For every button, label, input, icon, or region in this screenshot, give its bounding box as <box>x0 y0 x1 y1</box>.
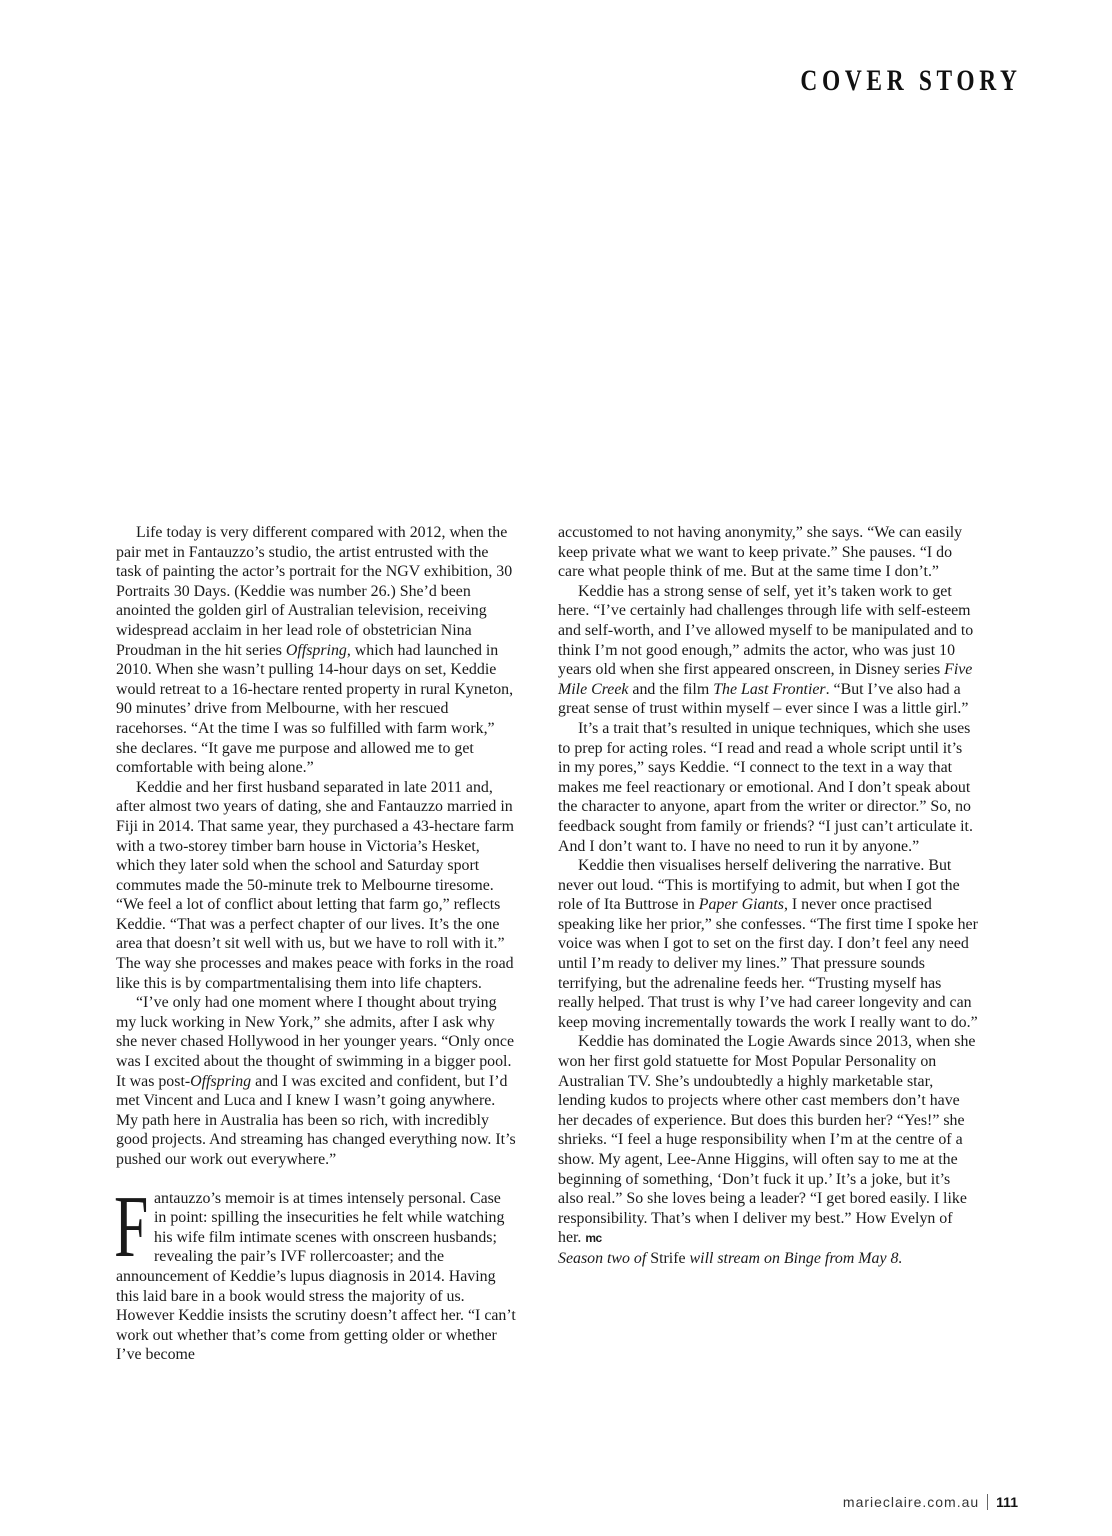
site-url: marieclaire.com.au <box>842 1494 980 1510</box>
paragraph: Keddie and her first husband separated in late 2011 and, after almost two years of dating, she and Fantauzzo married in Fiji in 2014. That same year, they purchased a 43-hectare farm with a two-storey timber barn house in Victoria’s Hesket, which they later sold when the school and Saturday sport commutes made the 50-minute trek to Melbourne tiresome. “We feel a lot of conflict about letting that farm go,” reflects Keddie. “That was a perfect chapter of our lives. It’s the one area that doesn’t sit well with us, but we have to roll with it.” The way she processes and makes peace with forks in the road like this is by compartmentalising them into life chapters. <box>116 778 514 992</box>
paragraph: Keddie has dominated the Logie Awards since 2013, when she won her first gold statuette for Most Popular Personality on Australian TV. She’s undoubtedly a highly marketable star, lending kudos to projects where other cast members don’t have her decades of experience. But does this burden her? “Yes!” she shrieks. “I feel a huge responsibility when I’m at the centre of a show. My agent, Lee-Anne Higgins, will often say to me at the beginning of something, ‘Don’t fuck it up.’ It’s a joke, but it’s also real.” So she loves being a leader? “I get bored easily. I like responsibility. That’s when I deliver my best.” How Evelyn of her. mc <box>558 1033 976 1247</box>
right-column <box>558 523 978 1269</box>
paragraph: accustomed to not having anonymity,” she says. “We can easily keep private what we want to keep private.” She pauses. “I do care what people think of me. But at the same time I don’t.” <box>558 524 963 581</box>
page-footer <box>843 1494 1018 1510</box>
end-mark: mc <box>585 1231 602 1246</box>
paragraph: Life today is very different compared with 2012, when the pair met in Fantauzzo’s studio, the artist entrusted with the task of painting the actor’s portrait for the NGV exhibition, 30 Portraits 30 Days. (Keddie was number 26.) She’d been anointed the golden girl of Australian television, receiving widespread acclaim in her lead role of obstetrician Nina Proudman in the hit series Offspring, which had launched in 2010. When she wasn’t pulling 14-hour days on set, Keddie would retreat to a 16-hectare rented property in rural Kyneton, 90 minutes’ drive from Melbourne, with her rescued racehorses. “At the time I was so fulfilled with farm work,” she declares. “It gave me purpose and allowed me to get comfortable with being alone.” <box>116 524 514 777</box>
paragraph-dropcap: Fantauzzo’s memoir is at times intensely personal. Case in point: spilling the insecurities he felt while watching his wife film intimate scenes with onscreen husbands; revealing the pair’s IVF rollercoaster; and the announcement of Keddie’s lupus diagnosis in 2014. Having this laid bare in a book would stress the majority of us. However Keddie insists the scrutiny doesn’t affect her. “I can’t work out whether that’s come from getting older or whether I’ve become <box>114 1178 516 1364</box>
section-label: COVER STORY <box>800 64 1022 97</box>
paragraph: It’s a trait that’s resulted in unique techniques, which she uses to prep for acting roles. “I read and read a whole script until it’s in my pores,” says Keddie. “I connect to the text in a way that makes me feel reactionary or emotional. And I don’t speak about the character to anyone, apart from the writer or director.” So, no feedback sought from family or friends? “I just can’t articulate it. And I don’t want to. I have no need to run it by anyone.” <box>558 719 973 855</box>
page-number: 111 <box>996 1494 1018 1510</box>
caption: Season two of Strife will stream on Binge from May 8. <box>558 1249 903 1267</box>
paragraph: Keddie has a strong sense of self, yet it’s taken work to get here. “I’ve certainly had challenges through life with self-esteem and self-worth, and I’ve allowed myself to be manipulated and to think I’m not good enough,” admits the actor, who was just 10 years old when she first appeared onscreen, in Disney series Five Mile Creek and the film The Last Frontier. “But I’ve also had a great sense of trust within myself – ever since I was a little girl.” <box>558 582 974 718</box>
paragraph: Keddie then visualises herself delivering the narrative. But never out loud. “This is mortifying to admit, but when I got the role of Ita Buttrose in Paper Giants, I never once practised speaking like her prior,” she confesses. “The first time I spoke her voice was when I got to set on the first day. I don’t feel any need until I’m ready to deliver my lines.” That pressure sounds terrifying, but the adrenaline feeds her. “Trusting myself has really helped. That trust is why I’ve had career longevity and can keep moving incrementally towards the work I really want to do.” <box>558 857 978 1031</box>
left-column <box>116 523 516 1365</box>
paragraph: “I’ve only had one moment where I thought about trying my luck working in New York,” she admits, after I ask why she never chased Hollywood in her younger years. “Only once was I excited about the thought of swimming in a bigger pool. It was post-Offspring and I was excited and confident, but I’d met Vincent and Luca and I knew I wasn’t going anywhere. My path here in Australia has been so rich, with incredibly good projects. And streaming has changed everything now. It’s pushed our work out everywhere.” <box>116 994 516 1168</box>
footer-divider <box>987 1494 988 1510</box>
drop-cap: F <box>114 1178 149 1276</box>
